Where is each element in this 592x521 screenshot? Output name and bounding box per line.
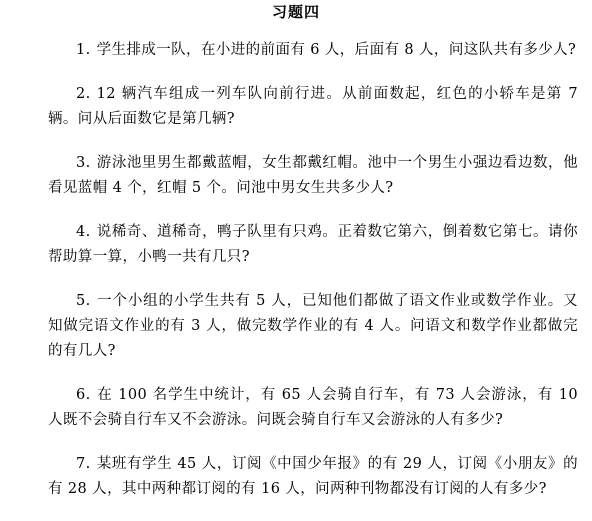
problem-text: 12 辆汽车组成一列车队向前行进。从前面数起，红色的小轿车是第 7 辆。问从后面数它是第几辆? <box>48 86 578 127</box>
problem-item <box>48 383 578 433</box>
problem-item <box>48 220 578 270</box>
problem-item <box>48 38 578 63</box>
problem-text: 在 100 名学生中统计，有 65 人会骑自行车，有 73 人会游泳，有 10 人既不会骑自行车又不会游泳。问既会骑自行车又会游泳的人有多少? <box>48 387 578 428</box>
problem-text: 说稀奇、道稀奇，鸭子队里有只鸡。正着数它第六，倒着数它第七。请你帮助算一算，小鸭一共有几只? <box>48 224 578 265</box>
problem-number: 5. <box>76 293 91 309</box>
problem-number: 3. <box>76 155 91 171</box>
problem-text: 学生排成一队，在小进的前面有 6 人，后面有 8 人，问这队共有多少人? <box>96 42 577 58</box>
problem-number: 1. <box>76 42 91 58</box>
problem-item <box>48 82 578 132</box>
problem-text: 某班有学生 45 人，订阅《中国少年报》的有 29 人，订阅《小朋友》的有 28 人，其中两种都订阅的有 16 人，问两种刊物都没有订阅的人有多少? <box>48 456 578 497</box>
problem-number: 6. <box>76 387 91 403</box>
problem-number: 2. <box>76 86 91 102</box>
problem-item <box>48 452 578 502</box>
problem-text: 游泳池里男生都戴蓝帽，女生都戴红帽。池中一个男生小强边看边数，他看见蓝帽 4 个，红帽 5 个。问池中男女生共多少人? <box>48 155 578 196</box>
problem-item <box>48 289 578 364</box>
problem-item <box>48 151 578 201</box>
problem-number: 7. <box>76 456 91 472</box>
problem-text: 一个小组的小学生共有 5 人，已知他们都做了语文作业或数学作业。又知做完语文作业的有 3 人，做完数学作业的有 4 人。问语文和数学作业都做完的有几人? <box>48 293 578 359</box>
page-title: 习题四 <box>271 3 320 21</box>
problem-list <box>48 38 578 521</box>
problem-number: 4. <box>76 224 91 240</box>
